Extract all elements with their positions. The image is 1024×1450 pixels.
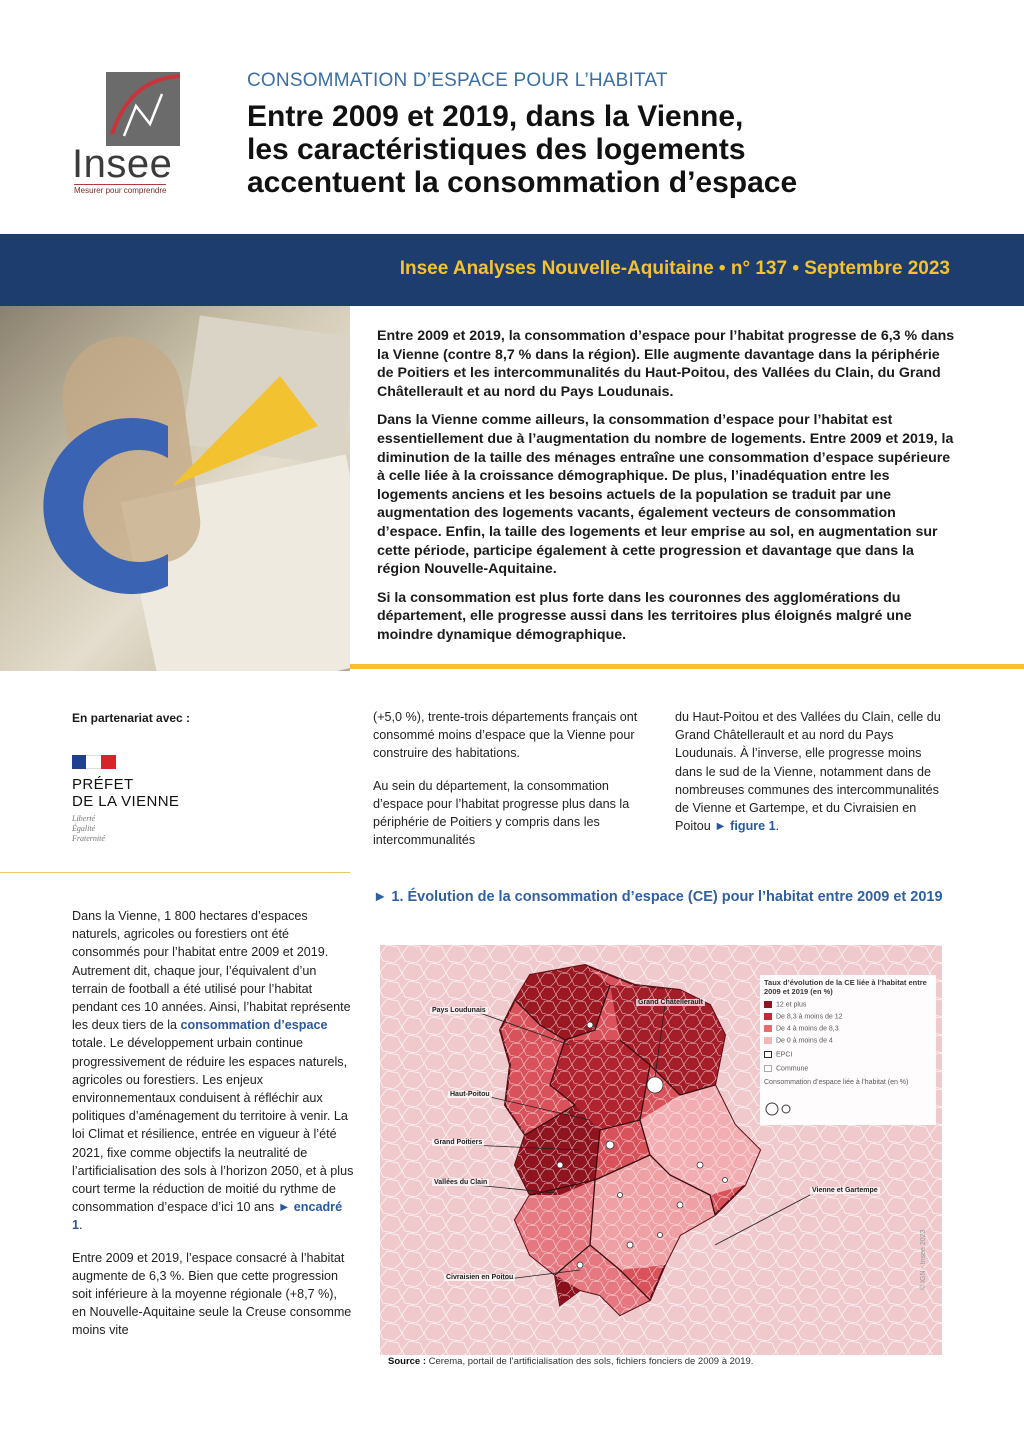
legend-item: De 8,3 à moins de 12	[764, 1013, 843, 1020]
prefet-line: PRÉFET	[72, 776, 134, 793]
prefet-line: DE LA VIENNE	[72, 793, 180, 810]
legend-commune: Commune	[764, 1065, 808, 1072]
body-column-middle	[373, 708, 653, 863]
legend-title: Taux d’évolution de la CE liée à l’habitat entre 2009 et 2019 (en %)	[764, 978, 927, 996]
map-label-vienne-et-gartempe: Vienne et Gartempe	[812, 1187, 878, 1194]
map-label-grand-poitiers: Grand Poitiers	[434, 1139, 483, 1146]
republic-motto	[72, 814, 105, 844]
link-figure-1[interactable]: ► figure 1	[714, 819, 776, 834]
logo-tagline: Mesurer pour comprendre	[74, 186, 167, 195]
logo-wordmark: Insee	[72, 142, 173, 186]
map-label-vallees-du-clain: Vallées du Clain	[434, 1179, 488, 1186]
map-label-civraisien: Civraisien en Poitou	[446, 1274, 514, 1281]
kicker: CONSOMMATION D’ESPACE POUR L’HABITAT	[247, 70, 668, 91]
title-line: les caractéristiques des logements	[247, 133, 746, 166]
partner-label: En partenariat avec :	[72, 711, 191, 725]
logo-square-icon	[106, 72, 180, 146]
legend-epci: EPCI	[764, 1051, 792, 1058]
publication-reference: Insee Analyses Nouvelle-Aquitaine • n° 137 • Septembre 2023	[399, 258, 950, 279]
motto-word: Égalité	[72, 824, 96, 833]
abstract	[377, 327, 955, 655]
divider	[0, 872, 350, 873]
insee-logo	[74, 72, 186, 200]
abstract-paragraph: Entre 2009 et 2019, la consommation d’espace pour l’habitat progresse de 6,3 % dans la Vienne (contre 8,7 % dans la région). Elle augmente davantage dans la périphérie de Poitiers et les intercommunalités du Haut-Poitou, des Vallées du Clain, du Grand Châtellerault et au nord du Pays Loudunais.	[377, 328, 955, 400]
title-line: Entre 2009 et 2019, dans la Vienne,	[247, 100, 744, 133]
motto-word: Liberté	[72, 814, 96, 823]
divider	[350, 664, 1024, 669]
page-title	[247, 100, 947, 199]
link-encadre-1[interactable]: ► encadré 1	[72, 1200, 343, 1233]
legend-item: 12 et plus	[764, 1001, 806, 1008]
body-paragraph: Dans la Vienne, 1 800 hectares d’espaces naturels, agricoles ou forestiers ont été consommés pour l’habitat entre 2009 et 2019. Autrement dit, chaque jour, l’équivalent d’un terrain de football a été utilisé pour l’habitat pendant ces 10 années. Ainsi, l’habitat représente les deux tiers de la consommation d’espace totale. Le développement urbain continue progressivement de réduire les espaces naturels, agricoles ou forestiers. Les enjeux environnementaux conduisent à réfléchir aux politiques d’aménagement du territoire à venir. La loi Climat et résilience, entrée en vigueur à l’été 2021, fixe comme objectifs la neutralité de l’artificialisation des sols à l’horizon 2050, et à plus court terme la réduction de moitié du rythme de consommation d’espace d’ici 10 ans ► encadré 1.	[72, 909, 354, 1233]
publication-banner	[0, 234, 1024, 306]
french-flag-icon	[72, 755, 116, 769]
map-label-grand-chatellerault: Grand Châtellerault	[638, 999, 703, 1006]
circle-symbol-icon	[764, 1101, 794, 1117]
motto-word: Fraternité	[72, 834, 105, 843]
map-label-pays-loudunais: Pays Loudunais	[432, 1007, 486, 1014]
map-legend	[760, 975, 936, 1125]
body-column-right	[675, 708, 945, 849]
pie-graphic-icon	[0, 306, 350, 671]
legend-item: De 0 à moins de 4	[764, 1037, 833, 1044]
figure-source: Source : Cerema, portail de l’artificialisation des sols, fichiers fonciers de 2009 à 2019.	[388, 1356, 754, 1367]
body-paragraph: du Haut-Poitou et des Vallées du Clain, celle du Grand Châtellerault et au nord du Pays Loudunais. À l’inverse, elle progresse moins dans le sud de la Vienne, notamment dans de nombreuses communes des intercommunalités de Vienne et Gartempe, et du Civraisien en Poitou ► figure 1.	[675, 710, 941, 834]
map-label-haut-poitou: Haut-Poitou	[450, 1091, 490, 1098]
link-consommation-espace[interactable]: consommation d’espace	[180, 1018, 328, 1033]
body-paragraph: (+5,0 %), trente-trois départements français ont consommé moins d’espace que la Vienne pour construire des habitations.	[373, 710, 638, 761]
title-line: accentuent la consommation d’espace	[247, 166, 798, 199]
prefet-logo	[72, 776, 179, 810]
body-paragraph: Entre 2009 et 2019, l’espace consacré à l’habitat augmente de 6,3 %. Bien que cette progression soit inférieure à la moyenne régionale (+8,7 %), en Nouvelle-Aquitaine seule la Creuse consomme moins vite	[72, 1250, 352, 1338]
abstract-paragraph: Si la consommation est plus forte dans les couronnes des agglomérations du département, elle progresse aussi dans les territoires plus éloignés malgré une moindre dynamique démographique.	[377, 589, 912, 643]
abstract-paragraph: Dans la Vienne comme ailleurs, la consommation d’espace pour l’habitat est essentiellement due à l’augmentation du nombre de logements. Entre 2009 et 2019, la diminution de la taille des ménages entraîne une consommation d’espace supérieure à celle liée à la croissance démographique. De plus, l’inadéquation entre les logements anciens et les besoins actuels de la population se traduit par une augmentation des logements vacants, également vecteurs de consommation d’espace. Enfin, la taille des logements et leur emprise au sol, en augmentation sur cette période, participe également à cette progression et davantage que dans la région Nouvelle-Aquitaine.	[377, 412, 954, 578]
legend-note: Consommation d’espace liée à l’habitat (en %)	[764, 1079, 909, 1086]
map-copyright: © IGN - Insee 2023	[920, 1229, 927, 1290]
legend-item: De 4 à moins de 8,3	[764, 1025, 839, 1032]
figure-title: ► 1. Évolution de la consommation d’espace (CE) pour l’habitat entre 2009 et 2019	[373, 889, 943, 905]
body-column-left	[72, 907, 354, 1354]
body-paragraph: Au sein du département, la consommation d’espace pour l’habitat progresse plus dans la périphérie de Poitiers y compris dans les intercommunalités	[373, 778, 630, 848]
arrow-icon: ►	[373, 889, 388, 905]
hero-illustration	[0, 306, 350, 671]
